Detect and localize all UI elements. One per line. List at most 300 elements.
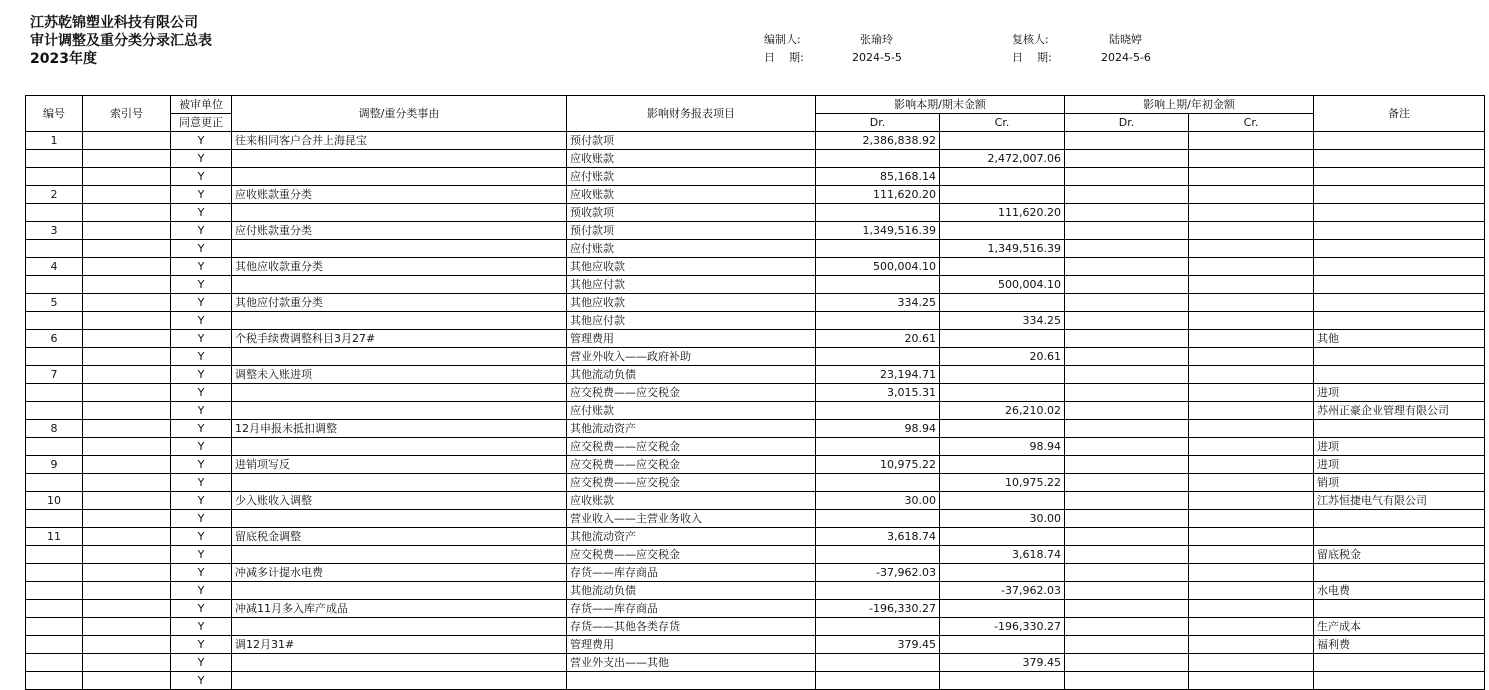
cell-index (83, 492, 171, 510)
cell-current-dr: 23,194.71 (816, 366, 940, 384)
cell-index (83, 564, 171, 582)
cell-current-cr (940, 420, 1065, 438)
cell-note: 生产成本 (1314, 618, 1485, 636)
cell-current-dr (816, 672, 940, 690)
cell-no: 10 (26, 492, 83, 510)
cell-reason (232, 384, 567, 402)
col-agree-header-2: 同意更正 (171, 114, 232, 132)
col-agree-header-1: 被审单位 (171, 96, 232, 114)
cell-current-cr (940, 600, 1065, 618)
cell-index (83, 618, 171, 636)
cell-item: 营业外支出——其他 (567, 654, 816, 672)
prep-date: 2024-5-5 (852, 51, 902, 64)
adjustment-table (25, 95, 1485, 690)
cell-reason (232, 204, 567, 222)
cell-agree: Y (171, 348, 232, 366)
cell-reason (232, 438, 567, 456)
cell-current-dr: 2,386,838.92 (816, 132, 940, 150)
cell-note (1314, 204, 1485, 222)
cell-reason (232, 402, 567, 420)
cell-note (1314, 240, 1485, 258)
cell-note (1314, 312, 1485, 330)
report-year: 2023年度 (30, 51, 97, 67)
table-row (26, 132, 1485, 150)
cell-prior-cr (1189, 546, 1314, 564)
cell-item: 管理费用 (567, 636, 816, 654)
cell-current-dr: 85,168.14 (816, 168, 940, 186)
table-row (26, 222, 1485, 240)
cell-item: 存货——其他各类存货 (567, 618, 816, 636)
cell-current-cr (940, 294, 1065, 312)
col-current-dr-header: Dr. (816, 114, 940, 132)
table-row (26, 258, 1485, 276)
cell-current-dr: 20.61 (816, 330, 940, 348)
preparer-label: 编制人: (764, 33, 801, 46)
col-prior-cr-header: Cr. (1189, 114, 1314, 132)
cell-no: 6 (26, 330, 83, 348)
review-date: 2024-5-6 (1101, 51, 1151, 64)
table-row (26, 294, 1485, 312)
prep-date-label: 日 期: (764, 51, 804, 64)
cell-current-dr (816, 402, 940, 420)
cell-item: 应收账款 (567, 150, 816, 168)
cell-note: 江苏恒捷电气有限公司 (1314, 492, 1485, 510)
cell-prior-cr (1189, 222, 1314, 240)
cell-reason: 往来相同客户合并上海昆宝 (232, 132, 567, 150)
cell-agree: Y (171, 384, 232, 402)
table-row (26, 402, 1485, 420)
cell-note (1314, 276, 1485, 294)
cell-current-dr: 3,015.31 (816, 384, 940, 402)
cell-prior-cr (1189, 276, 1314, 294)
cell-item: 营业外收入——政府补助 (567, 348, 816, 366)
cell-note (1314, 294, 1485, 312)
cell-index (83, 402, 171, 420)
cell-agree: Y (171, 600, 232, 618)
cell-no (26, 510, 83, 528)
cell-agree: Y (171, 546, 232, 564)
cell-prior-dr (1065, 204, 1189, 222)
cell-index (83, 204, 171, 222)
cell-prior-dr (1065, 384, 1189, 402)
cell-prior-dr (1065, 564, 1189, 582)
cell-prior-cr (1189, 366, 1314, 384)
cell-current-cr (940, 186, 1065, 204)
cell-no (26, 672, 83, 690)
cell-index (83, 510, 171, 528)
cell-item: 应付账款 (567, 402, 816, 420)
cell-note: 进项 (1314, 438, 1485, 456)
cell-agree: Y (171, 654, 232, 672)
cell-prior-cr (1189, 600, 1314, 618)
cell-prior-dr (1065, 276, 1189, 294)
cell-prior-cr (1189, 564, 1314, 582)
cell-index (83, 168, 171, 186)
table-row (26, 366, 1485, 384)
cell-item: 预收款项 (567, 204, 816, 222)
cell-current-cr (940, 492, 1065, 510)
cell-no: 4 (26, 258, 83, 276)
cell-current-dr: 334.25 (816, 294, 940, 312)
cell-index (83, 546, 171, 564)
cell-current-cr (940, 456, 1065, 474)
col-prior-header: 影响上期/年初金额 (1065, 96, 1314, 114)
cell-no: 11 (26, 528, 83, 546)
cell-current-dr: -196,330.27 (816, 600, 940, 618)
cell-agree: Y (171, 456, 232, 474)
cell-current-dr (816, 510, 940, 528)
cell-current-dr (816, 240, 940, 258)
cell-agree: Y (171, 420, 232, 438)
cell-note: 留底税金 (1314, 546, 1485, 564)
cell-prior-cr (1189, 420, 1314, 438)
cell-index (83, 222, 171, 240)
cell-current-cr: 26,210.02 (940, 402, 1065, 420)
cell-reason: 应收账款重分类 (232, 186, 567, 204)
cell-no (26, 204, 83, 222)
cell-current-cr (940, 366, 1065, 384)
cell-reason (232, 168, 567, 186)
cell-no (26, 402, 83, 420)
cell-prior-cr (1189, 384, 1314, 402)
cell-no: 7 (26, 366, 83, 384)
cell-index (83, 276, 171, 294)
cell-agree: Y (171, 150, 232, 168)
cell-index (83, 654, 171, 672)
cell-agree: Y (171, 312, 232, 330)
cell-index (83, 258, 171, 276)
cell-agree: Y (171, 366, 232, 384)
cell-no (26, 546, 83, 564)
cell-note (1314, 528, 1485, 546)
cell-prior-dr (1065, 600, 1189, 618)
table-row (26, 492, 1485, 510)
table-row (26, 600, 1485, 618)
table-row (26, 564, 1485, 582)
cell-note: 销项 (1314, 474, 1485, 492)
cell-prior-cr (1189, 330, 1314, 348)
cell-index (83, 600, 171, 618)
cell-index (83, 294, 171, 312)
col-current-header: 影响本期/期末金额 (816, 96, 1065, 114)
cell-reason: 调整未入账进项 (232, 366, 567, 384)
cell-reason (232, 672, 567, 690)
cell-index (83, 456, 171, 474)
cell-index (83, 132, 171, 150)
cell-reason: 冲减11月多入库产成品 (232, 600, 567, 618)
cell-index (83, 186, 171, 204)
table-row (26, 312, 1485, 330)
cell-current-cr: 98.94 (940, 438, 1065, 456)
cell-current-dr: 30.00 (816, 492, 940, 510)
cell-prior-dr (1065, 240, 1189, 258)
cell-item: 预付款项 (567, 222, 816, 240)
cell-reason (232, 276, 567, 294)
cell-current-cr: 334.25 (940, 312, 1065, 330)
cell-agree: Y (171, 186, 232, 204)
cell-note (1314, 564, 1485, 582)
cell-note (1314, 600, 1485, 618)
cell-no (26, 582, 83, 600)
cell-no: 2 (26, 186, 83, 204)
cell-current-cr (940, 672, 1065, 690)
col-current-cr-header: Cr. (940, 114, 1065, 132)
cell-reason (232, 618, 567, 636)
cell-current-dr: 1,349,516.39 (816, 222, 940, 240)
cell-index (83, 672, 171, 690)
cell-item: 应交税费——应交税金 (567, 456, 816, 474)
cell-no (26, 312, 83, 330)
cell-agree: Y (171, 330, 232, 348)
cell-no: 5 (26, 294, 83, 312)
cell-prior-dr (1065, 348, 1189, 366)
cell-no (26, 168, 83, 186)
cell-current-dr (816, 474, 940, 492)
cell-prior-cr (1189, 438, 1314, 456)
cell-prior-cr (1189, 528, 1314, 546)
cell-reason (232, 348, 567, 366)
cell-no (26, 384, 83, 402)
cell-item: 应交税费——应交税金 (567, 546, 816, 564)
cell-agree: Y (171, 510, 232, 528)
cell-agree: Y (171, 438, 232, 456)
cell-no: 9 (26, 456, 83, 474)
table-row (26, 150, 1485, 168)
cell-no: 3 (26, 222, 83, 240)
cell-index (83, 528, 171, 546)
cell-agree: Y (171, 132, 232, 150)
cell-prior-dr (1065, 456, 1189, 474)
cell-item: 应付账款 (567, 240, 816, 258)
cell-prior-cr (1189, 510, 1314, 528)
table-row (26, 510, 1485, 528)
table-body (26, 132, 1485, 690)
cell-prior-dr (1065, 672, 1189, 690)
cell-item: 其他流动负债 (567, 366, 816, 384)
cell-note: 福利费 (1314, 636, 1485, 654)
table-row (26, 438, 1485, 456)
cell-prior-dr (1065, 222, 1189, 240)
cell-prior-cr (1189, 294, 1314, 312)
cell-prior-cr (1189, 186, 1314, 204)
cell-prior-dr (1065, 438, 1189, 456)
cell-prior-cr (1189, 492, 1314, 510)
table-row (26, 330, 1485, 348)
cell-agree: Y (171, 564, 232, 582)
cell-prior-cr (1189, 348, 1314, 366)
cell-agree: Y (171, 276, 232, 294)
cell-item: 其他流动负债 (567, 582, 816, 600)
cell-index (83, 582, 171, 600)
cell-reason (232, 510, 567, 528)
cell-agree: Y (171, 240, 232, 258)
cell-current-cr (940, 384, 1065, 402)
cell-item: 其他应付款 (567, 276, 816, 294)
cell-agree: Y (171, 474, 232, 492)
cell-index (83, 636, 171, 654)
cell-no (26, 654, 83, 672)
cell-current-dr (816, 546, 940, 564)
cell-index (83, 366, 171, 384)
cell-current-dr: 98.94 (816, 420, 940, 438)
col-no-header: 编号 (26, 96, 83, 132)
cell-current-cr (940, 222, 1065, 240)
cell-agree: Y (171, 168, 232, 186)
table-row (26, 204, 1485, 222)
cell-item: 预付款项 (567, 132, 816, 150)
cell-current-cr: 30.00 (940, 510, 1065, 528)
cell-reason (232, 312, 567, 330)
cell-item: 应交税费——应交税金 (567, 384, 816, 402)
cell-no (26, 474, 83, 492)
cell-current-cr: 2,472,007.06 (940, 150, 1065, 168)
cell-agree: Y (171, 582, 232, 600)
cell-note: 其他 (1314, 330, 1485, 348)
cell-current-dr (816, 312, 940, 330)
cell-reason: 少入账收入调整 (232, 492, 567, 510)
cell-current-dr: 111,620.20 (816, 186, 940, 204)
cell-current-cr (940, 636, 1065, 654)
cell-prior-cr (1189, 636, 1314, 654)
cell-prior-cr (1189, 150, 1314, 168)
col-reason-header: 调整/重分类事由 (232, 96, 567, 132)
cell-item: 存货——库存商品 (567, 564, 816, 582)
cell-current-dr (816, 438, 940, 456)
cell-no (26, 276, 83, 294)
cell-prior-cr (1189, 618, 1314, 636)
cell-current-dr (816, 582, 940, 600)
cell-item: 其他流动资产 (567, 528, 816, 546)
cell-reason: 12月申报未抵扣调整 (232, 420, 567, 438)
cell-note (1314, 654, 1485, 672)
report-title: 审计调整及重分类分录汇总表 (30, 33, 212, 49)
table-row (26, 546, 1485, 564)
cell-current-cr: 500,004.10 (940, 276, 1065, 294)
cell-prior-dr (1065, 636, 1189, 654)
cell-item: 应收账款 (567, 492, 816, 510)
table-row (26, 384, 1485, 402)
cell-current-dr (816, 654, 940, 672)
cell-reason: 其他应收款重分类 (232, 258, 567, 276)
table-row (26, 186, 1485, 204)
cell-prior-dr (1065, 312, 1189, 330)
cell-note: 进项 (1314, 384, 1485, 402)
cell-note (1314, 420, 1485, 438)
cell-agree: Y (171, 636, 232, 654)
cell-prior-dr (1065, 330, 1189, 348)
cell-prior-cr (1189, 168, 1314, 186)
cell-no (26, 150, 83, 168)
cell-agree: Y (171, 294, 232, 312)
cell-index (83, 150, 171, 168)
cell-current-dr (816, 204, 940, 222)
cell-index (83, 474, 171, 492)
cell-reason: 其他应付款重分类 (232, 294, 567, 312)
cell-no (26, 564, 83, 582)
table-row (26, 618, 1485, 636)
table-row (26, 276, 1485, 294)
cell-note (1314, 168, 1485, 186)
cell-note (1314, 366, 1485, 384)
cell-current-cr: -37,962.03 (940, 582, 1065, 600)
cell-current-cr (940, 528, 1065, 546)
table-row (26, 420, 1485, 438)
cell-note: 进项 (1314, 456, 1485, 474)
cell-item: 应交税费——应交税金 (567, 438, 816, 456)
cell-reason (232, 150, 567, 168)
cell-prior-cr (1189, 456, 1314, 474)
cell-prior-cr (1189, 582, 1314, 600)
table-row (26, 240, 1485, 258)
preparer-name: 张瑜玲 (860, 33, 893, 46)
cell-prior-dr (1065, 150, 1189, 168)
cell-item: 其他应收款 (567, 294, 816, 312)
cell-item: 其他流动资产 (567, 420, 816, 438)
cell-reason (232, 474, 567, 492)
company-name: 江苏乾锦塑业科技有限公司 (30, 15, 198, 31)
cell-item: 其他应收款 (567, 258, 816, 276)
cell-prior-dr (1065, 366, 1189, 384)
cell-current-cr (940, 330, 1065, 348)
cell-item: 应交税费——应交税金 (567, 474, 816, 492)
col-item-header: 影响财务报表项目 (567, 96, 816, 132)
cell-reason (232, 240, 567, 258)
cell-agree: Y (171, 258, 232, 276)
cell-agree: Y (171, 204, 232, 222)
cell-note (1314, 510, 1485, 528)
cell-prior-dr (1065, 294, 1189, 312)
cell-prior-dr (1065, 186, 1189, 204)
cell-reason (232, 582, 567, 600)
table-row (26, 456, 1485, 474)
cell-reason: 调12月31# (232, 636, 567, 654)
review-date-label: 日 期: (1012, 51, 1052, 64)
cell-agree: Y (171, 222, 232, 240)
table-row (26, 528, 1485, 546)
cell-current-dr (816, 618, 940, 636)
cell-agree: Y (171, 492, 232, 510)
cell-agree: Y (171, 528, 232, 546)
cell-reason: 应付账款重分类 (232, 222, 567, 240)
cell-no: 1 (26, 132, 83, 150)
table-row (26, 348, 1485, 366)
cell-index (83, 348, 171, 366)
cell-prior-dr (1065, 474, 1189, 492)
cell-agree: Y (171, 402, 232, 420)
cell-current-dr (816, 276, 940, 294)
cell-current-dr: 379.45 (816, 636, 940, 654)
cell-no (26, 348, 83, 366)
cell-prior-cr (1189, 312, 1314, 330)
cell-prior-dr (1065, 654, 1189, 672)
cell-note (1314, 258, 1485, 276)
cell-index (83, 420, 171, 438)
cell-reason: 冲减多计提水电费 (232, 564, 567, 582)
cell-reason: 个税手续费调整科目3月27# (232, 330, 567, 348)
cell-prior-dr (1065, 546, 1189, 564)
cell-prior-dr (1065, 402, 1189, 420)
table-row (26, 654, 1485, 672)
cell-prior-cr (1189, 654, 1314, 672)
cell-prior-cr (1189, 204, 1314, 222)
cell-no (26, 618, 83, 636)
cell-prior-dr (1065, 528, 1189, 546)
cell-prior-dr (1065, 420, 1189, 438)
cell-note (1314, 672, 1485, 690)
cell-note (1314, 348, 1485, 366)
col-note-header: 备注 (1314, 96, 1485, 132)
cell-current-dr: 10,975.22 (816, 456, 940, 474)
